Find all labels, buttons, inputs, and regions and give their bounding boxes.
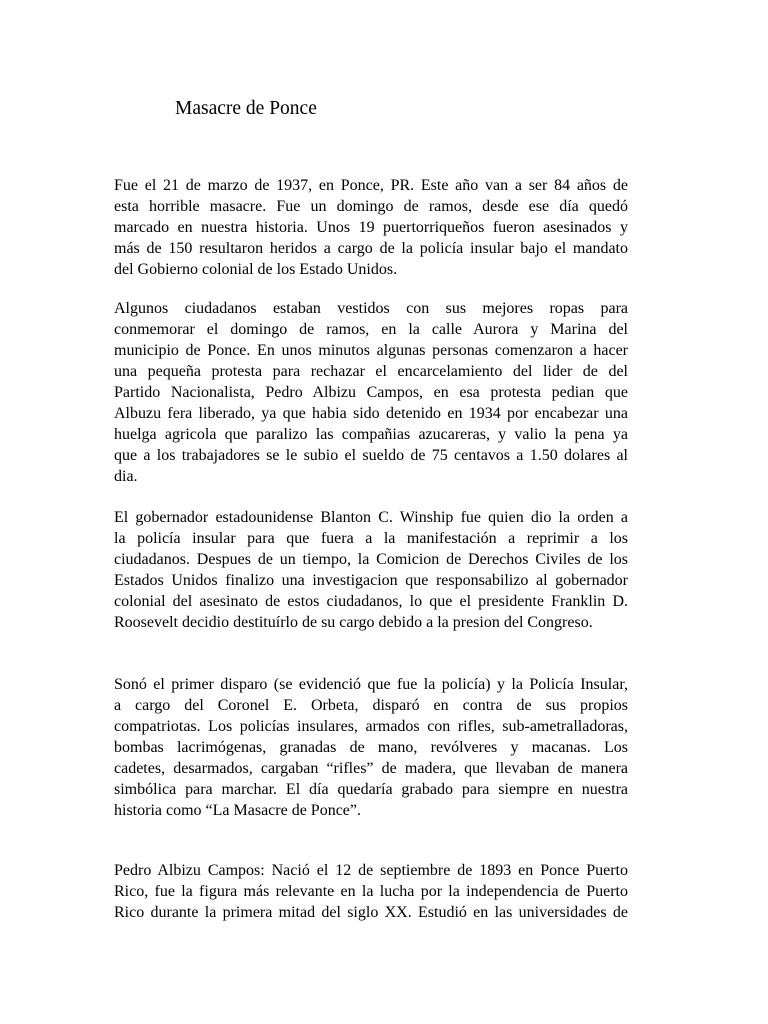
text-line: Roosevelt decidio destituírlo de su cargo debido a la presion del Congreso. [114, 614, 593, 631]
text-line: marcado en nuestra historia. Unos 19 puertorriqueños fueron asesinados y [114, 219, 628, 236]
text-line: ciudadanos. Despues de un tiempo, la Comicion de Derechos Civiles de los [114, 551, 628, 568]
text-line: la policía insular para que fuera a la manifestación a reprimir a los [114, 530, 628, 547]
text-line: bombas lacrimógenas, granadas de mano, revólveres y macanas. Los [114, 739, 628, 756]
text-line: municipio de Ponce. En unos minutos algunas personas comenzaron a hacer [114, 342, 628, 359]
paragraph-1 [114, 175, 628, 280]
text-line: dia. [114, 468, 138, 485]
text-line: cadetes, desarmados, cargaban “rifles” de madera, que llevaban de manera [114, 760, 628, 777]
document-title: Masacre de Ponce [175, 98, 317, 119]
text-line: del Gobierno colonial de los Estado Unidos. [114, 261, 398, 278]
text-line: esta horrible masacre. Fue un domingo de ramos, desde ese día quedó [114, 198, 628, 215]
paragraph-5 [114, 860, 628, 923]
text-line: una pequeña protesta para rechazar el encarcelamiento del lider de del [114, 363, 628, 380]
text-line: Estados Unidos finalizo una investigacion que responsabilizo al gobernador [114, 572, 628, 589]
text-line: historia como “La Masacre de Ponce”. [114, 802, 362, 819]
text-line: Rico, fue la figura más relevante en la lucha por la independencia de Puerto [114, 883, 628, 900]
text-line: conmemorar el domingo de ramos, en la calle Aurora y Marina del [114, 321, 628, 338]
text-line: Pedro Albizu Campos: Nació el 12 de septiembre de 1893 en Ponce Puerto [114, 862, 628, 879]
text-line: más de 150 resultaron heridos a cargo de la policía insular bajo el mandato [114, 240, 628, 257]
text-line: Albuzu fera liberado, ya que habia sido detenido en 1934 por encabezar una [114, 405, 628, 422]
text-line: El gobernador estadounidense Blanton C. Winship fue quien dio la orden a [114, 509, 628, 526]
paragraph-4 [114, 674, 628, 821]
text-line: Rico durante la primera mitad del siglo XX. Estudió en las universidades de [114, 904, 628, 921]
text-line: Sonó el primer disparo (se evidenció que fue la policía) y la Policía Insular, [114, 676, 628, 693]
text-line: compatriotas. Los policías insulares, armados con rifles, sub-ametralladoras, [114, 718, 628, 735]
text-line: Fue el 21 de marzo de 1937, en Ponce, PR. Este año van a ser 84 años de [114, 177, 628, 194]
text-line: Algunos ciudadanos estaban vestidos con sus mejores ropas para [114, 300, 628, 317]
text-line: a cargo del Coronel E. Orbeta, disparó en contra de sus propios [114, 697, 628, 714]
paragraph-2 [114, 298, 628, 487]
text-line: que a los trabajadores se le subio el sueldo de 75 centavos a 1.50 dolares al [114, 447, 628, 464]
paragraph-3 [114, 507, 628, 633]
text-line: simbólica para marchar. El día quedaría grabado para siempre en nuestra [114, 781, 628, 798]
text-line: colonial del asesinato de estos ciudadanos, lo que el presidente Franklin D. [114, 593, 628, 610]
text-line: huelga agricola que paralizo las compañias azucareras, y valio la pena ya [114, 426, 628, 443]
text-line: Partido Nacionalista, Pedro Albizu Campos, en esa protesta pedian que [114, 384, 628, 401]
